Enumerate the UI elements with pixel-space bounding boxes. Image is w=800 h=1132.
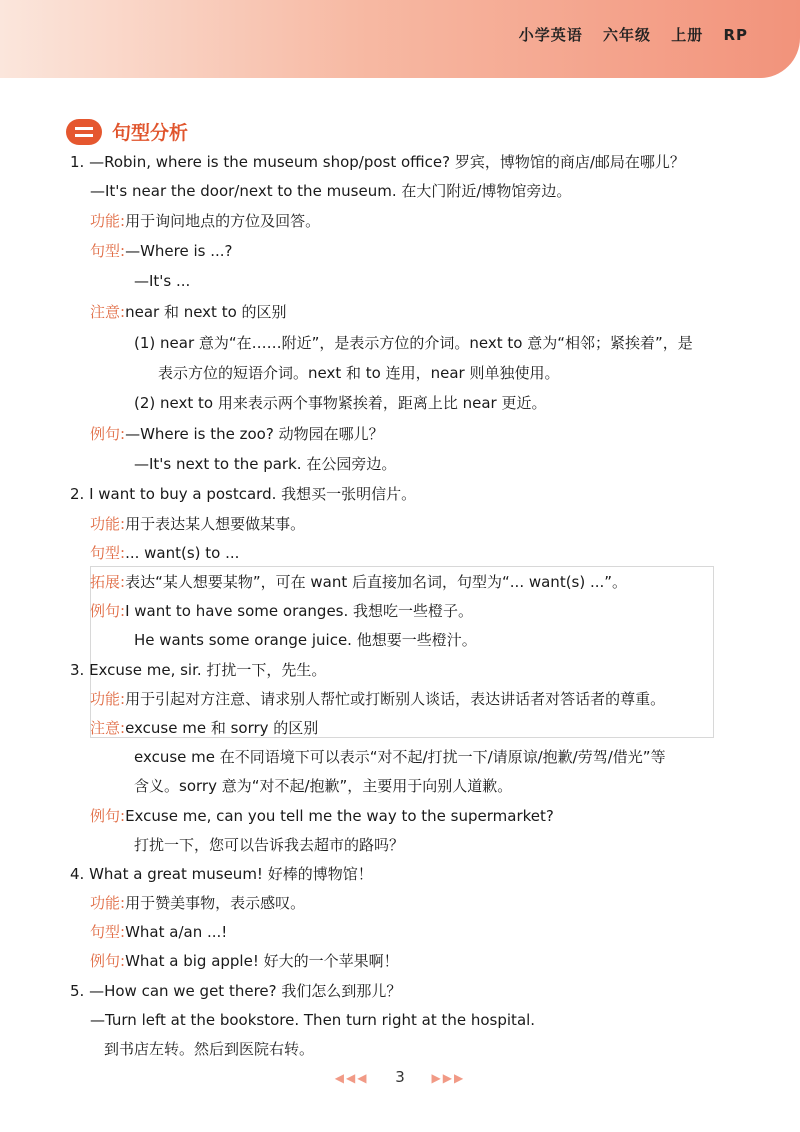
item-4-pattern: 句型:What a/an ...! [90,923,228,941]
pattern-text: —Where is ...? [125,242,233,260]
extend-text: 表达“某人想要某物”，可在 want 后直接加名词，句型为“... want(s) ...”。 [125,573,628,591]
pattern-label: 句型 [90,923,121,941]
example-text: What a big apple! 好大的一个苹果啊！ [125,952,399,970]
page-footer [0,1068,800,1086]
function-text: 用于表达某人想要做某事。 [125,515,306,533]
item-2-function: 功能:用于表达某人想要做某事。 [90,515,306,533]
header-publisher: RP [723,26,748,44]
note-title: near 和 next to 的区别 [125,303,287,321]
example-label: 例句 [90,425,121,443]
section-title: 句型分析 [112,122,189,144]
pattern-label: 句型 [90,544,121,562]
item-5-answer-cn: 到书店左转。然后到医院右转。 [104,1040,315,1058]
item-3-function: 功能:用于引起对方注意、请求别人帮忙或打断别人谈话，表达讲话者对答话者的尊重。 [90,690,666,708]
item-1-note: 注意:near 和 next to 的区别 [90,303,287,321]
item-2-heading: 2. I want to buy a postcard. 我想买一张明信片。 [70,485,417,503]
header-banner [0,0,800,78]
example-text: Excuse me, can you tell me the way to the supermarket? [125,807,554,825]
function-label: 功能 [90,515,121,533]
item-1-answer: —It's near the door/next to the museum. 在大门附近/博物馆旁边。 [90,182,572,200]
function-label: 功能 [90,894,121,912]
item-3-note-b: 含义。sorry 意为“对不起/抱歉”，主要用于向别人道歉。 [134,777,513,795]
right-arrows-icon: ▶▶▶ [431,1071,466,1085]
header-volume: 上册 [671,26,704,44]
pattern-text: What a/an ...! [125,923,228,941]
item-3-example: 例句:Excuse me, can you tell me the way to the supermarket? [90,807,554,825]
function-text: 用于引起对方注意、请求别人帮忙或打断别人谈话，表达讲话者对答话者的尊重。 [125,690,666,708]
note-label: 注意 [90,303,121,321]
item-1-function: 功能:用于询问地点的方位及回答。 [90,212,321,230]
item-3-note-a: excuse me 在不同语境下可以表示“对不起/打扰一下/请原谅/抱歉/劳驾/借光”等 [134,748,666,766]
function-label: 功能 [90,212,121,230]
item-3-note: 注意:excuse me 和 sorry 的区别 [90,719,319,737]
item-1-pattern-2: —It's ... [134,272,191,290]
note-label: 注意 [90,719,121,737]
item-2-extend: 拓展:表达“某人想要某物”，可在 want 后直接加名词，句型为“... want(s) ...”。 [90,573,628,591]
section-heading [66,118,188,145]
item-1-heading: 1. —Robin, where is the museum shop/post office? 罗宾，博物馆的商店/邮局在哪儿？ [70,153,685,171]
function-label: 功能 [90,690,121,708]
header-subject: 小学英语 [518,26,583,44]
page-number: 3 [395,1068,405,1086]
example-label: 例句 [90,602,121,620]
function-text: 用于赞美事物，表示感叹。 [125,894,306,912]
left-arrows-icon: ◀◀◀ [334,1071,369,1085]
pattern-text: ... want(s) to ... [125,544,240,562]
item-2-example-2: He wants some orange juice. 他想要一些橙汁。 [134,631,477,649]
item-2-pattern: 句型:... want(s) to ... [90,544,240,562]
header-grade: 六年级 [602,26,651,44]
item-5-answer: —Turn left at the bookstore. Then turn right at the hospital. [90,1011,536,1029]
item-3-heading: 3. Excuse me, sir. 打扰一下，先生。 [70,661,327,679]
example-text: I want to have some oranges. 我想吃一些橙子。 [125,602,474,620]
item-1-example-2: —It's next to the park. 在公园旁边。 [134,455,397,473]
function-text: 用于询问地点的方位及回答。 [125,212,321,230]
extend-label: 拓展 [90,573,121,591]
note-title: excuse me 和 sorry 的区别 [125,719,319,737]
item-1-note-2: (2) next to 用来表示两个事物紧挨着，距离上比 near 更近。 [134,394,547,412]
item-4-example: 例句:What a big apple! 好大的一个苹果啊！ [90,952,399,970]
item-2-example: 例句:I want to have some oranges. 我想吃一些橙子。 [90,602,474,620]
header-info [505,24,748,45]
item-4-heading: 4. What a great museum! 好棒的博物馆！ [70,865,373,883]
example-label: 例句 [90,807,121,825]
item-4-function: 功能:用于赞美事物，表示感叹。 [90,894,306,912]
item-1-example: 例句:—Where is the zoo? 动物园在哪儿？ [90,425,384,443]
item-5-heading: 5. —How can we get there? 我们怎么到那儿？ [70,982,402,1000]
pattern-label: 句型 [90,242,121,260]
example-label: 例句 [90,952,121,970]
item-1-note-1a: (1) near 意为“在……附近”，是表示方位的介词。next to 意为“相邻；紧挨着”，是 [134,334,693,352]
item-3-example-2: 打扰一下，您可以告诉我去超市的路吗？ [134,836,405,854]
example-text: —Where is the zoo? 动物园在哪儿？ [125,425,384,443]
item-1-pattern: 句型:—Where is ...? [90,242,233,260]
section-number-badge-icon [66,119,102,145]
item-1-note-1b: 表示方位的短语介词。next 和 to 连用，near 则单独使用。 [158,364,560,382]
